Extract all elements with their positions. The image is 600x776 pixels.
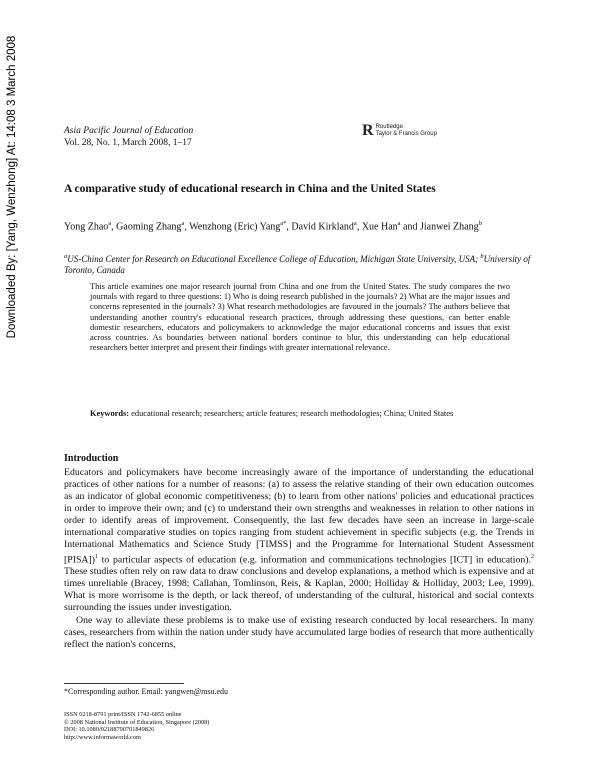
author-name: David Kirkland [291, 221, 354, 233]
keywords-label: Keywords: [90, 409, 130, 418]
section-heading: Introduction [64, 453, 119, 464]
author-name: Yong Zhao [64, 221, 109, 233]
paragraph: Educators and policymakers have become increasingly aware of the importance of understanding the educational practices of other nations for a number of reasons: (a) to assess the relative standing of their own education outcomes as an indicator of global economic competitiveness; (b) to learn from other nations' policies and educational practices in order to improve their own; and (c) to understand their own strengths and weaknesses in relation to other nations in order to identify areas of improvement. Consequently, the last few decades have seen an increase in large-scale international comparative studies on topics ranging from student achievement in specific subjects (e.g. the Trends in International Mathematics and Science Study [TIMSS] and the Programme for International Student Assessment [PISA])$^1$ to particular aspects of education (e.g. information and communications technologies [ICT] in education).$^2$ These studies often rely on raw data to draw conclusions and develop explanations, a method which is expensive and at times unreliable (Bracey, 1998; Callahan, Tomlinson, Reis, & Kaplan, 2000; Holliday & Holliday, 2003; Lee, 1999). What is more worrisome is the depth, or lack thereof, of understanding of the cultural, historical and social contexts surrounding the issues under investigation. [64, 467, 534, 614]
affiliation-marker: a [181, 220, 185, 227]
abstract: This article examines one major research journal from China and one from the United States. The study compares the two journals with regard to three questions: 1) Who is doing research published in the journals? 2) What are the major issues and concerns represented in the journals? 3) What research methodologies are favoured in the journals? The authors believe that understanding another country's educational research practices, through addressing these questions, can better enable domestic researchers, educators and policymakers to acknowledge the major educational concerns and issues that exist across countries. As boundaries between national borders continue to blur, this understanding can help educational researchers better interpret and present their findings with greater international relevance. [90, 282, 510, 353]
affiliations [64, 251, 534, 276]
author-separator: and [400, 221, 420, 233]
affiliation-marker: b [480, 253, 484, 260]
affiliation-marker: b [478, 220, 482, 227]
keywords [90, 409, 510, 419]
author-separator: , [356, 221, 362, 233]
author-separator: , [286, 221, 292, 233]
corresponding-author-note: *Corresponding author. Email: yangwen@msu.edu [64, 687, 229, 696]
doi-line[interactable]: DOI: 10.1080/02188790701849826 [64, 726, 155, 734]
author-name: Wenzhong (Eric) Yang [189, 221, 281, 233]
author-list [64, 217, 534, 233]
affiliation-marker: a [108, 220, 112, 227]
website-link[interactable]: http://www.informaworld.com [64, 733, 141, 741]
affiliation-marker: a [64, 253, 68, 260]
affiliation-marker: a* [280, 220, 287, 227]
author-separator: , [184, 221, 190, 233]
article-title: A comparative study of educational research in China and the United States [64, 183, 436, 195]
publisher-logo-text: Routledge Taylor & Francis Group [375, 124, 437, 137]
affiliation-marker: a [353, 220, 357, 227]
footnote-divider [64, 683, 184, 684]
journal-issue: Vol. 28, No. 1, March 2008, 1–17 [64, 138, 192, 148]
journal-name[interactable]: Asia Pacific Journal of Education [64, 126, 194, 136]
paragraph: One way to alleviate these problems is to make use of existing research conducted by local researchers. In many cases, researchers from within the nation under study have accumulated large bodies of research that more authentically reflect the nation's concerns, [64, 615, 534, 651]
issn-line: ISSN 0218-8791 print/ISSN 1742-6855 online [64, 711, 182, 718]
affiliation-text: US-China Center for Research on Educational Excellence College of Education, Michigan State University, USA; [67, 254, 481, 264]
publisher-logo [362, 123, 437, 139]
author-name: Jianwei Zhang [419, 221, 479, 233]
body-text [64, 467, 534, 651]
publication-meta [64, 711, 209, 741]
author-name: Gaoming Zhang [116, 221, 182, 233]
affiliation-text: University of Toronto, Canada [64, 254, 531, 275]
keywords-list: educational research; researchers; article features; research methodologies; China; United States [131, 409, 454, 418]
routledge-logo-icon: R [362, 122, 374, 139]
author-separator: , [111, 221, 117, 233]
journal-header [64, 125, 193, 149]
affiliation-marker: a [397, 220, 401, 227]
download-watermark: Downloaded By: [Yang, Wenzhong] At: 14:08 3 March 2008 [6, 35, 18, 339]
footnote-ref[interactable]: 1 [95, 554, 99, 560]
copyright-line: © 2008 National Institute of Education, Singapore (2008) [64, 718, 210, 726]
author-name: Xue Han [361, 221, 398, 233]
footnote-ref[interactable]: 2 [531, 554, 534, 560]
